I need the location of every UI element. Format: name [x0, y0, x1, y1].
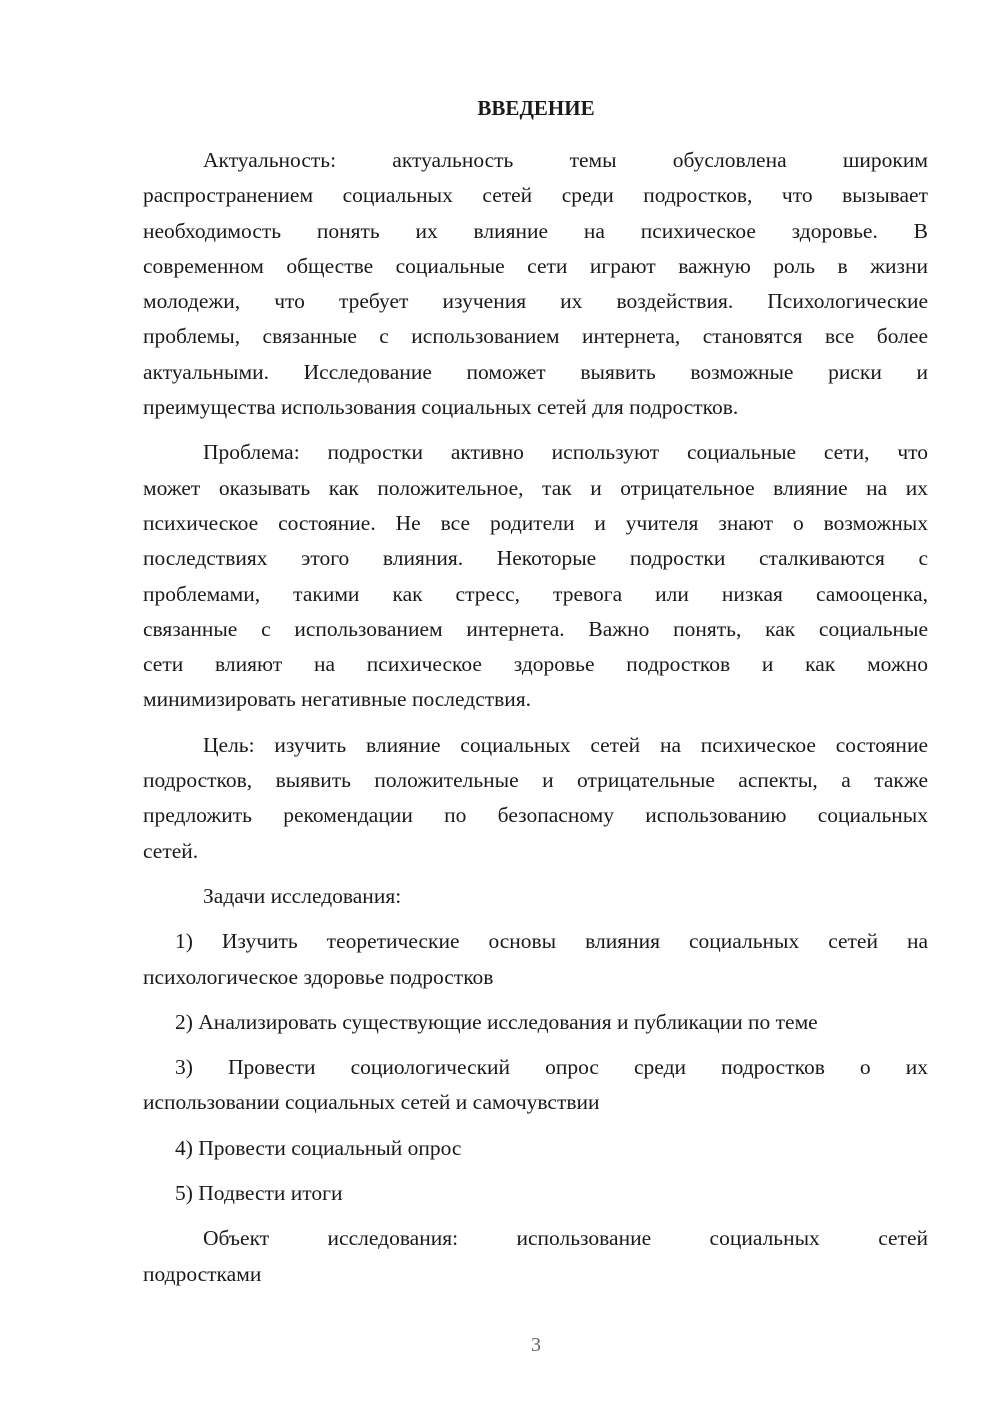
text-line: психическое состояние. Не все родители и учителя знают о возможных: [143, 510, 928, 535]
text-line: проблемы, связанные с использованием интернета, становятся все более: [143, 324, 928, 349]
text-line: может оказывать как положительное, так и отрицательное влияние на их: [143, 475, 928, 500]
text-line: проблемами, такими как стресс, тревога или низкая самооценка,: [143, 581, 928, 606]
section-heading: ВВЕДЕНИЕ: [477, 96, 595, 120]
text-line: связанные с использованием интернета. Важно понять, как социальные: [143, 616, 928, 641]
text-line: Актуальность: актуальность темы обусловлена широким: [203, 148, 928, 172]
task-list-item: [143, 1176, 928, 1211]
paragraph: [143, 143, 928, 425]
text-line: современном обществе социальные сети играют важную роль в жизни: [143, 253, 928, 278]
text-line: последствиях этого влияния. Некоторые подростки сталкиваются с: [143, 546, 928, 571]
text-line: предложить рекомендации по безопасному использованию социальных: [143, 803, 928, 828]
text-line: 4) Провести социальный опрос: [175, 1135, 462, 1160]
text-line: 1) Изучить теоретические основы влияния социальных сетей на: [175, 929, 928, 954]
page-number: 3: [531, 1334, 541, 1356]
paragraph: [143, 435, 928, 717]
text-line: Проблема: подростки активно используют социальные сети, что: [203, 440, 928, 465]
text-line: психологическое здоровье подростков: [143, 964, 494, 989]
paragraph: [143, 728, 928, 869]
text-line: подростков, выявить положительные и отрицательные аспекты, а также: [143, 768, 928, 793]
task-list-item: [143, 1131, 928, 1166]
text-line: 3) Провести социологический опрос среди подростков о их: [175, 1055, 928, 1080]
document-body: [143, 143, 928, 1302]
text-line: Объект исследования: использование социальных сетей: [203, 1226, 928, 1251]
text-line: 5) Подвести итоги: [175, 1181, 343, 1206]
text-line: использовании социальных сетей и самочувствии: [143, 1090, 600, 1115]
task-list-item: [143, 924, 928, 995]
paragraph: [143, 879, 928, 914]
text-line: необходимость понять их влияние на психическое здоровье. В: [143, 218, 928, 243]
text-line: 2) Анализировать существующие исследования и публикации по теме: [175, 1009, 818, 1034]
text-line: подростками: [143, 1261, 262, 1286]
paragraph: [143, 1221, 928, 1292]
text-line: Задачи исследования:: [203, 883, 402, 908]
task-list-item: [143, 1005, 928, 1040]
text-line: актуальными. Исследование поможет выявить возможные риски и: [143, 359, 928, 384]
task-list-item: [143, 1050, 928, 1121]
text-line: минимизировать негативные последствия.: [143, 687, 532, 712]
text-line: сети влияют на психическое здоровье подростков и как можно: [143, 652, 928, 677]
text-line: распространением социальных сетей среди подростков, что вызывает: [143, 183, 928, 208]
text-line: преимущества использования социальных сетей для подростков.: [143, 395, 739, 420]
text-line: сетей.: [143, 838, 199, 863]
text-line: молодежи, что требует изучения их воздействия. Психологические: [143, 289, 928, 314]
text-line: Цель: изучить влияние социальных сетей на психическое состояние: [203, 732, 928, 757]
